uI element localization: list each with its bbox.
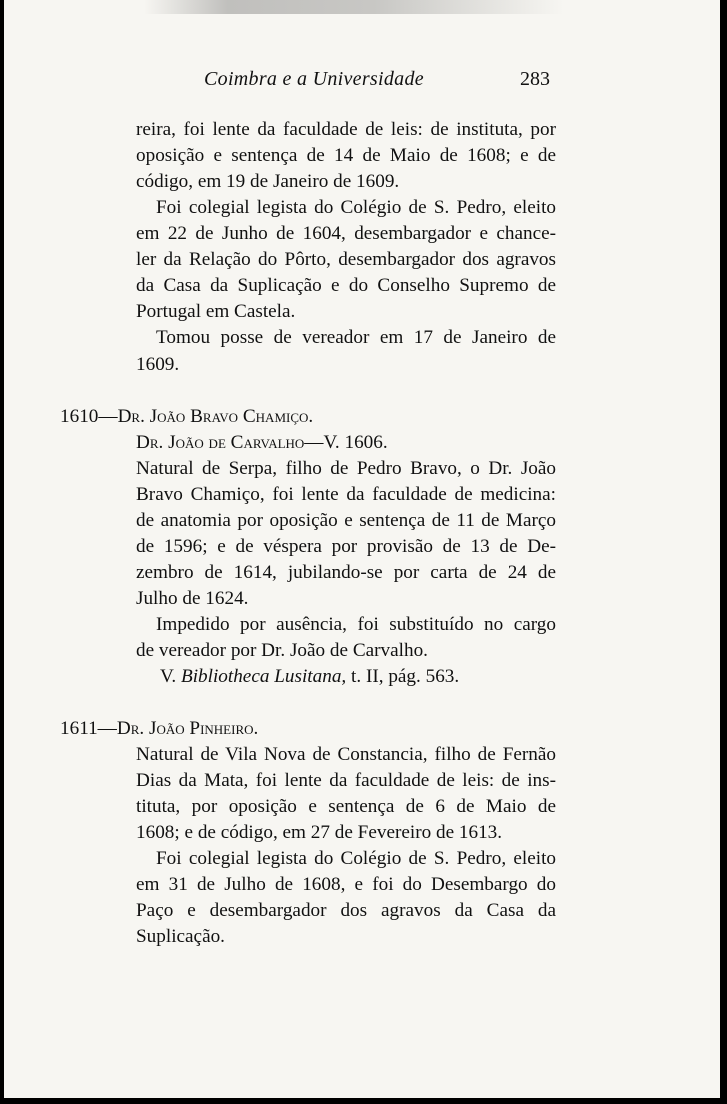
text-line: da Casa da Suplicação e do Conselho Supremo de [136,275,556,296]
text-line: Natural de Vila Nova de Constancia, filho de Fernão [136,744,556,765]
running-title: Coimbra e a Universidade [204,68,424,90]
text-line: Natural de Serpa, filho de Pedro Bravo, o Dr. João [136,458,556,479]
entry-year: 1610— [60,406,118,427]
entry-year: 1611— [60,718,117,739]
reference-prefix: V. [160,666,177,687]
text-line: Impedido por ausência, foi substituído no cargo [156,614,556,635]
reference-line [160,664,459,690]
text-line: 1609. [136,354,180,375]
text-line: reira, foi lente da faculdade de leis: de instituta, por [136,119,556,140]
page-header [4,68,720,98]
text-line: Foi colegial legista do Colégio de S. Pedro, eleito [156,848,556,869]
page-number: 283 [520,68,550,90]
text-line: Bravo Chamiço, foi lente da faculdade de medicina: [136,484,556,505]
entry-name: Dr. João Pinheiro. [116,718,259,739]
entry-heading [60,716,258,742]
text-line: Portugal em Castela. [136,301,296,322]
text-line: Tomou posse de vereador em 17 de Janeiro de [156,327,556,348]
reference-title: Bibliotheca Lusitana, [180,666,347,687]
entry-name: Dr. João Bravo Chamiço. [117,406,314,427]
text-line: em 22 de Junho de 1604, desembargador e chance- [136,223,556,244]
text-line: de vereador por Dr. João de Carvalho. [136,640,428,661]
text-line: Suplicação. [136,926,225,947]
text-line: tituta, por oposição e sentença de 6 de Maio de [136,796,556,817]
text-line: Julho de 1624. [136,588,249,609]
text-line: de anatomia por oposição e sentença de 11 de Março [136,510,556,531]
scan-shadow [144,0,564,14]
book-page [4,0,720,1098]
text-line: zembro de 1614, jubilando-se por carta de 24 de [136,562,556,583]
text-line: código, em 19 de Janeiro de 1609. [136,171,400,192]
text-line: Dias da Mata, foi lente da faculdade de leis: de ins- [136,770,556,791]
text-line: Foi colegial legista do Colégio de S. Pedro, eleito [156,197,556,218]
text-line: 1608; e de código, em 27 de Fevereiro de 1613. [136,822,503,843]
substitute-line: Dr. João de Carvalho—V. 1606. [136,432,388,453]
text-line: Paço e desembargador dos agravos da Casa da [136,900,556,921]
text-line: em 31 de Julho de 1608, e foi do Desembargo do [136,874,556,895]
text-line: ler da Relação do Pôrto, desembargador dos agravos [136,249,556,270]
text-line: oposição e sentença de 14 de Maio de 1608; e de [136,145,556,166]
reference-suffix: t. II, pág. 563. [351,666,460,687]
entry-heading [60,404,313,430]
text-line: de 1596; e de véspera por provisão de 13 de De- [136,536,556,557]
